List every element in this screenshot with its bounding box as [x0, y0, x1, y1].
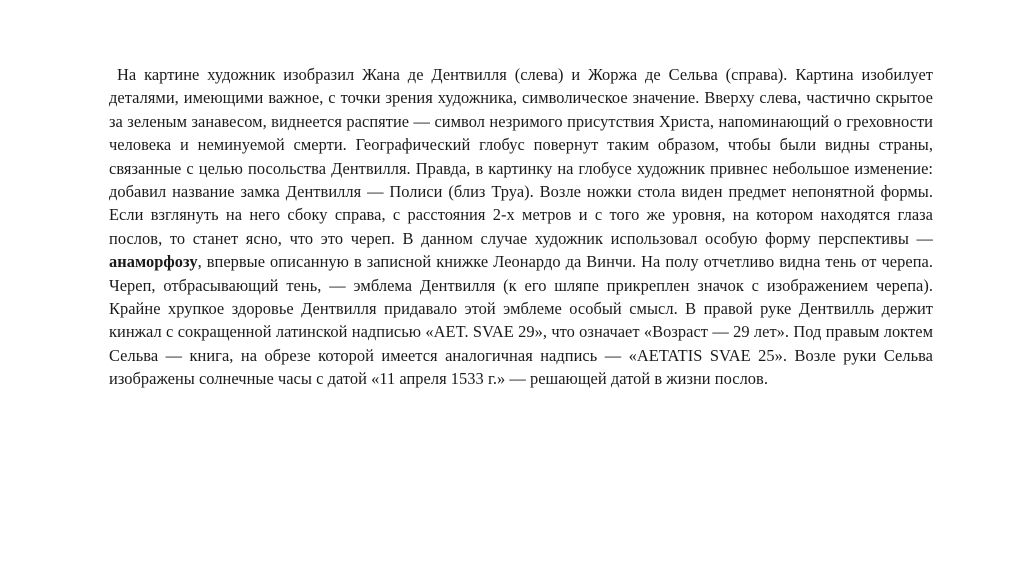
body-paragraph: [109, 63, 933, 391]
bold-term-anamorphosis: анаморфозу: [109, 252, 198, 272]
paragraph-text-part2: , впервые описанную в записной книжке Леонардо да Винчи. На полу отчетливо видна тень от черепа. Череп, отбрасывающий тень, — эмблема Дентвилля (к его шляпе прикреплен значок с изображением черепа). Крайне хрупкое здоровье Дентвилля придавало этой эмблеме особый смысл. В правой руке Дентвилль держит кинжал с сокращенной латинской надписью «AET. SVAE 29», что означает «Возраст — 29 лет». Под правым локтем Сельва — книга, на обрезе которой имеется аналогичная надпись — «AETATIS SVAE 25». Возле руки Сельва изображены солнечные часы с датой «11 апреля 1533 г.» — решающей датой в жизни послов.: [109, 252, 933, 389]
paragraph-text-part1: На картине художник изобразил Жана де Дентвилля (слева) и Жоржа де Сельва (справа). Картина изобилует деталями, имеющими важное, с точки зрения художника, символическое значение. Вверху слева, частично скрытое за зеленым занавесом, виднеется распятие — символ незримого присутствия Христа, напоминающий о греховности человека и неминуемой смерти. Географический глобус повернут таким образом, чтобы были видны страны, связанные с целью посольства Дентвилля. Правда, в картинку на глобусе художник привнес небольшое изменение: добавил название замка Дентвилля — Полиси (близ Труа). Возле ножки стола виден предмет непонятной формы. Если взглянуть на него сбоку справа, с расстояния 2-х метров и с того же уровня, на котором находятся глаза послов, то станет ясно, что это череп. В данном случае художник использовал особую форму перспективы —: [109, 65, 933, 248]
